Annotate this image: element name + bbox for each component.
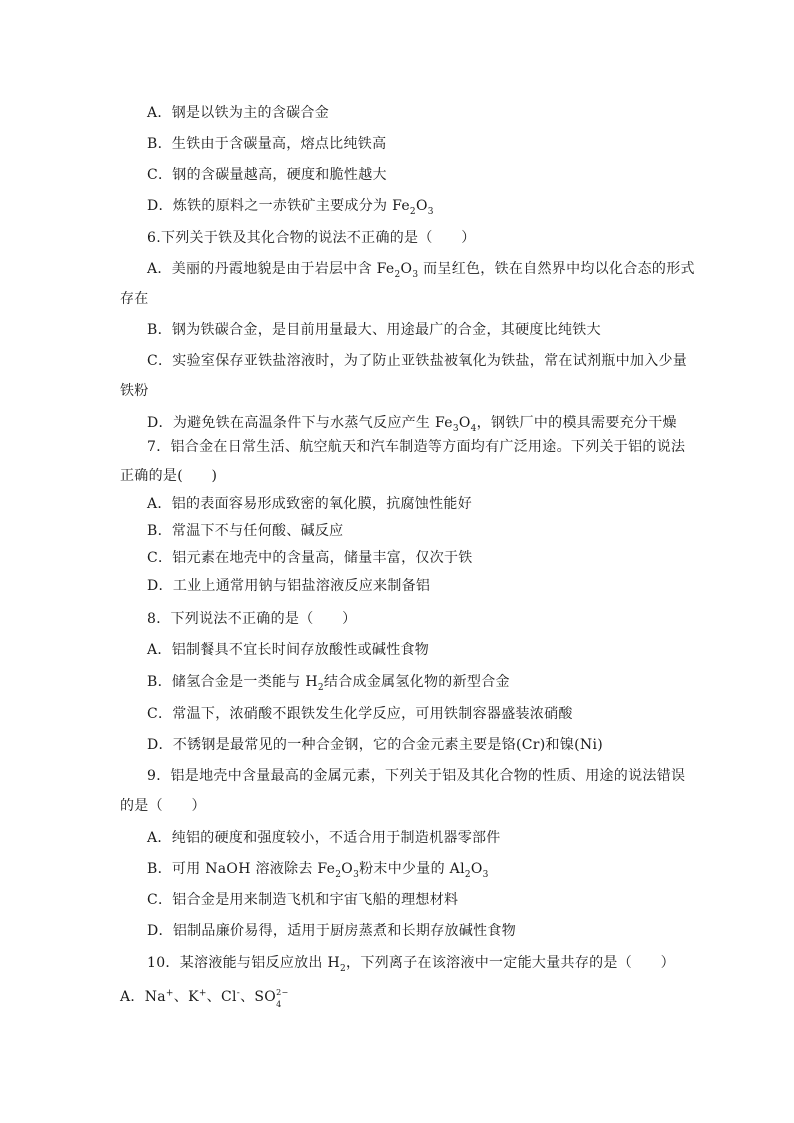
q9-stem-cont: 的是（ ） (120, 798, 206, 814)
q9-option-b: B．可用 NaOH 溶液除去 $Fe_2O_3$粉末中少量的 $Al_2O_3$ (147, 861, 489, 880)
q5-option-c: C．钢的含碳量越高，硬度和脆性越大 (147, 167, 387, 183)
q9-option-a: A．纯铝的硬度和强度较小，不适合用于制造机器零部件 (147, 830, 501, 846)
q6-option-d: D．为避免铁在高温条件下与水蒸气反应产生 $Fe_3O_4$，钢铁厂中的模具需要充分干燥 (147, 415, 677, 434)
q8-stem: 8．下列说法不正确的是（ ） (147, 611, 357, 627)
q9-stem: 9．铝是地壳中含量最高的金属元素，下列关于铝及其化合物的性质、用途的说法错误 (147, 768, 686, 784)
q7-option-d: D．工业上通常用钠与铝盐溶液反应来制备铝 (147, 578, 431, 594)
q10-option-a: A．Na+、K+、Cl-、SO 2− 4 (120, 988, 289, 1009)
q5-option-d: D．炼铁的原料之一赤铁矿主要成分为 $Fe_2O_3$ (147, 198, 434, 217)
q8-option-d: D．不锈钢是最常见的一种合金钢，它的合金元素主要是铬(Cr)和镍(Ni) (147, 737, 604, 753)
q5-option-b: B．生铁由于含碳量高，熔点比纯铁高 (147, 136, 387, 152)
q5-option-a: A．钢是以铁为主的含碳合金 (147, 105, 330, 121)
q9-option-d: D．铝制品廉价易得，适用于厨房蒸煮和长期存放碱性食物 (147, 923, 517, 939)
q8-option-b: B．储氢合金是一类能与 $H_2$结合成金属氢化物的新型合金 (147, 674, 510, 693)
q6-option-b: B．钢为铁碳合金，是目前用量最大、用途最广的合金，其硬度比纯铁大 (147, 322, 601, 338)
q10-stem: 10．某溶液能与铝反应放出 $H_2$，下列离子在该溶液中一定能大量共存的是（ ） (147, 955, 675, 974)
q7-option-b: B．常温下不与任何酸、碱反应 (147, 523, 344, 539)
q9-option-c: C．铝合金是用来制造飞机和宇宙飞船的理想材料 (147, 892, 459, 908)
q6-option-c: C．实验室保存亚铁盐溶液时，为了防止亚铁盐被氧化为铁盐，常在试剂瓶中加入少量 (147, 353, 688, 369)
q6-option-a-cont: 存在 (120, 291, 149, 307)
q6-option-a: A．美丽的丹霞地貌是由于岩层中含 $Fe_2O_3$ 而呈红色，铁在自然界中均以化合态的形式 (147, 261, 695, 280)
q6-option-c-cont: 铁粉 (120, 383, 149, 399)
q7-stem-cont: 正确的是( ) (120, 468, 218, 484)
q8-option-c: C．常温下，浓硝酸不跟铁发生化学反应，可用铁制容器盛装浓硝酸 (147, 706, 573, 722)
q8-option-a: A．铝制餐具不宜长时间存放酸性或碱性食物 (147, 642, 430, 658)
sulfate-script: 2− 4 (276, 988, 289, 1009)
q6-stem: 6.下列关于铁及其化合物的说法不正确的是（ ） (147, 230, 476, 246)
q7-option-c: C．铝元素在地壳中的含量高，储量丰富，仅次于铁 (147, 550, 473, 566)
q7-option-a: A．铝的表面容易形成致密的氧化膜，抗腐蚀性能好 (147, 496, 473, 512)
q7-stem: 7．铝合金在日常生活、航空航天和汽车制造等方面均有广泛用途。下列关于铝的说法 (147, 439, 686, 455)
